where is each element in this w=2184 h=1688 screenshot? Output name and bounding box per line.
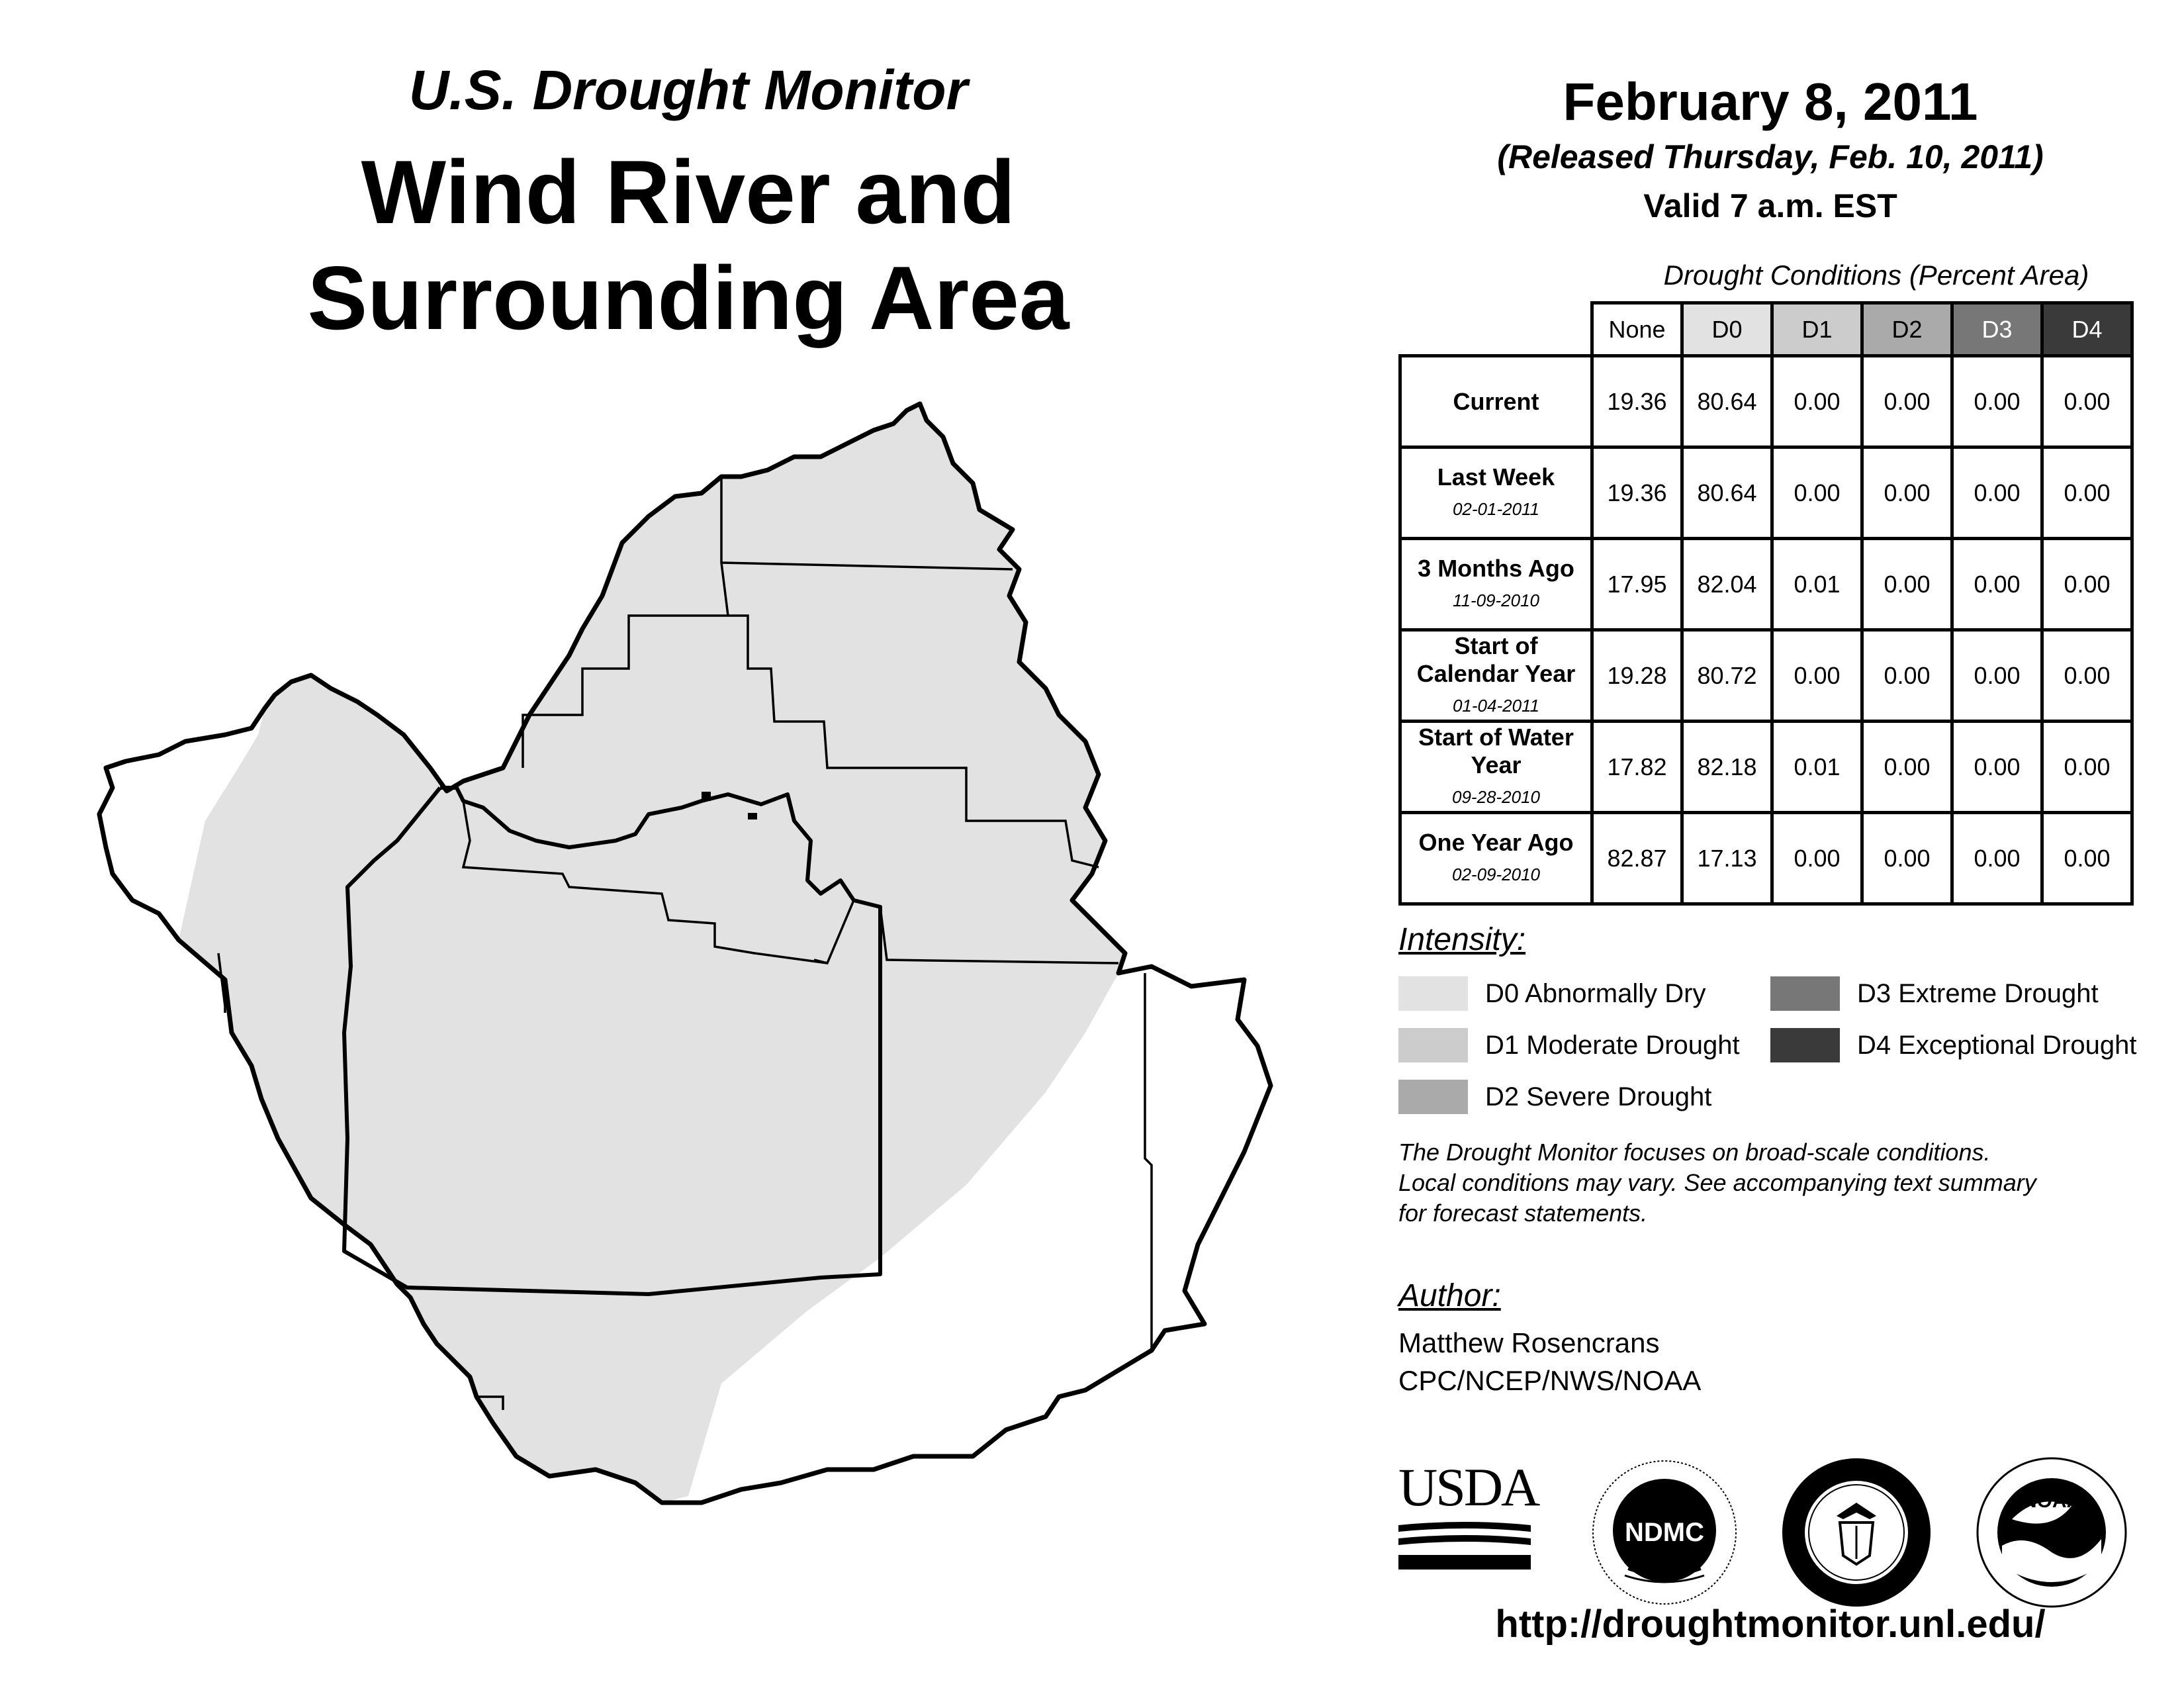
- table-cell: 19.36: [1592, 356, 1682, 447]
- table-cell: 19.28: [1592, 630, 1682, 722]
- svg-text:NOAA: NOAA: [2022, 1490, 2081, 1512]
- table-cell: 0.00: [1952, 447, 2042, 539]
- table-cell: 0.00: [1772, 356, 1862, 447]
- table-row: [1400, 722, 2132, 813]
- table-cell: 0.00: [1952, 630, 2042, 722]
- disclaimer: [1398, 1137, 2160, 1229]
- col-header-none: None: [1592, 303, 1682, 356]
- valid-time: Valid 7 a.m. EST: [1643, 187, 1897, 224]
- row-label-last-week: Last Week 02-01-2011: [1400, 447, 1592, 539]
- table-corner: [1400, 303, 1592, 356]
- legend-item-d3: [1770, 976, 2099, 1011]
- col-header-d0: D0: [1682, 303, 1772, 356]
- table-caption: Drought Conditions (Percent Area): [1663, 259, 2089, 291]
- legend-label: D4 Exceptional Drought: [1857, 1030, 2137, 1060]
- legend-item-d1: [1398, 1028, 1740, 1062]
- table-cell: 0.00: [1862, 539, 1952, 630]
- table-cell: 0.00: [2042, 539, 2132, 630]
- disclaimer-line: Local conditions may vary. See accompanying text summary: [1398, 1169, 2036, 1196]
- reservoir-marker-2: [748, 813, 757, 820]
- table-row: [1400, 539, 2132, 630]
- program-title: U.S. Drought Monitor: [408, 59, 968, 121]
- table-cell: 80.64: [1682, 356, 1772, 447]
- noaa-logo: [1972, 1453, 2131, 1612]
- legend-label: D3 Extreme Drought: [1857, 978, 2099, 1008]
- legend-item-d4: [1770, 1028, 2136, 1062]
- row-label-3-months-ago: 3 Months Ago 11-09-2010: [1400, 539, 1592, 630]
- table-cell: 0.00: [2042, 630, 2132, 722]
- region-title-line1: Wind River and: [361, 142, 1016, 242]
- drought-conditions-table: [1398, 301, 2134, 906]
- legend-swatch-d2: [1398, 1080, 1468, 1114]
- table-cell: 0.00: [1772, 813, 1862, 904]
- table-cell: 0.00: [1862, 447, 1952, 539]
- table-row: [1400, 813, 2132, 904]
- table-row: [1400, 630, 2132, 722]
- region-title-line2: Surrounding Area: [307, 248, 1069, 348]
- table-cell: 82.04: [1682, 539, 1772, 630]
- website-link[interactable]: http://droughtmonitor.unl.edu/: [1495, 1603, 2046, 1646]
- legend-item-d0: [1398, 976, 1706, 1011]
- author-name: Matthew Rosencrans: [1398, 1327, 1660, 1358]
- table-cell: 0.00: [2042, 356, 2132, 447]
- table-cell: 0.01: [1772, 539, 1862, 630]
- map-date: February 8, 2011: [1563, 72, 1978, 131]
- row-label-start-of-calendar-year: Start of Calendar Year 01-04-2011: [1400, 630, 1592, 722]
- commerce-seal: [1777, 1453, 1936, 1612]
- table-cell: 17.95: [1592, 539, 1682, 630]
- table-row: [1400, 447, 2132, 539]
- table-cell: 82.87: [1592, 813, 1682, 904]
- table-cell: 0.00: [2042, 447, 2132, 539]
- table-cell: 0.01: [1772, 722, 1862, 813]
- release-date: (Released Thursday, Feb. 10, 2011): [1497, 138, 2044, 175]
- table-cell: 0.00: [2042, 722, 2132, 813]
- table-row: [1400, 356, 2132, 447]
- table-cell: 0.00: [1862, 813, 1952, 904]
- legend-label: D2 Severe Drought: [1485, 1082, 1712, 1111]
- table-cell: 17.82: [1592, 722, 1682, 813]
- table-cell: 0.00: [1952, 356, 2042, 447]
- table-cell: 0.00: [1952, 813, 2042, 904]
- usda-logo-mark: [1398, 1519, 1531, 1571]
- disclaimer-line: The Drought Monitor focuses on broad-scale conditions.: [1398, 1139, 1991, 1166]
- table-header-row: [1400, 303, 2132, 356]
- legend-swatch-d4: [1770, 1028, 1840, 1062]
- row-label-start-of-water-year: Start of Water Year 09-28-2010: [1400, 722, 1592, 813]
- table-cell: 0.00: [1862, 356, 1952, 447]
- legend-label: D1 Moderate Drought: [1485, 1030, 1740, 1060]
- table-cell: 0.00: [1952, 539, 2042, 630]
- table-cell: 19.36: [1592, 447, 1682, 539]
- table-cell: 17.13: [1682, 813, 1772, 904]
- table-cell: 0.00: [1772, 630, 1862, 722]
- table-cell: 0.00: [1862, 722, 1952, 813]
- col-header-d4: D4: [2042, 303, 2132, 356]
- table-cell: 0.00: [1862, 630, 1952, 722]
- legend-swatch-d1: [1398, 1028, 1468, 1062]
- disclaimer-line: for forecast statements.: [1398, 1199, 1648, 1227]
- legend-label: D0 Abnormally Dry: [1485, 978, 1706, 1008]
- author-label: Author:: [1398, 1278, 1501, 1313]
- usda-logo-text: USDA: [1398, 1457, 1539, 1517]
- legend-item-d2: [1398, 1080, 1711, 1114]
- table-cell: 80.72: [1682, 630, 1772, 722]
- legend-title: Intensity:: [1398, 922, 1526, 957]
- legend-swatch-d0: [1398, 976, 1468, 1011]
- author-org: CPC/NCEP/NWS/NOAA: [1398, 1365, 1702, 1396]
- col-header-d3: D3: [1952, 303, 2042, 356]
- table-cell: 0.00: [1772, 447, 1862, 539]
- reservoir-marker: [702, 792, 711, 801]
- col-header-d2: D2: [1862, 303, 1952, 356]
- ndmc-logo: [1588, 1456, 1741, 1609]
- table-cell: 80.64: [1682, 447, 1772, 539]
- row-label-current: Current: [1400, 356, 1592, 447]
- legend-swatch-d3: [1770, 976, 1840, 1011]
- col-header-d1: D1: [1772, 303, 1862, 356]
- table-cell: 0.00: [2042, 813, 2132, 904]
- usda-logo: [1398, 1456, 1539, 1585]
- row-label-one-year-ago: One Year Ago 02-09-2010: [1400, 813, 1592, 904]
- table-cell: 0.00: [1952, 722, 2042, 813]
- table-cell: 82.18: [1682, 722, 1772, 813]
- svg-text:NDMC: NDMC: [1625, 1518, 1704, 1547]
